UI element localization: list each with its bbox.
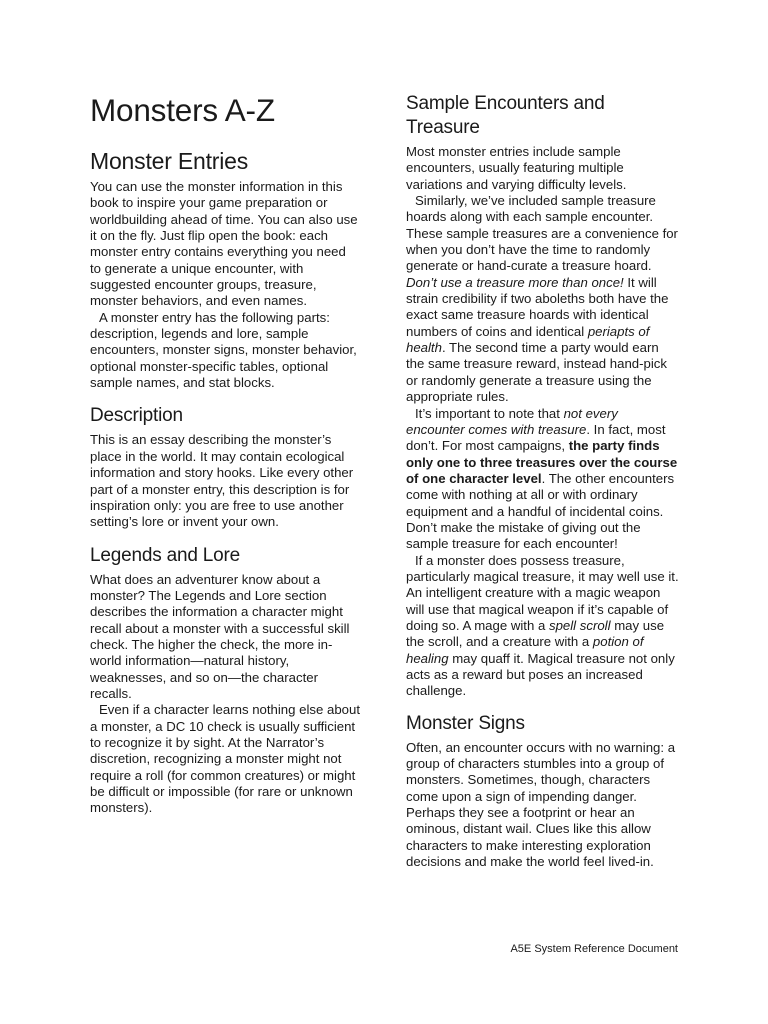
section-heading-legends-and-lore: Legends and Lore [90,544,240,566]
paragraph: A monster entry has the following parts: description, legends and lore, sample encounters, monster signs, monster behavior, optional monster-specific tables, optional sample names, and stat blocks. [90,309,357,391]
left-column [90,92,360,817]
section-heading-description: Description [90,405,183,427]
page-title: Monsters A-Z [90,92,275,128]
paragraph: Even if a character learns nothing else about a monster, a DC 10 check is usually sufficient to recognize it by sight. At the Narrator’s discretion, recognizing a monster might not require a roll (for common creatures) or might be difficult or impossible (for rare or unknown monsters). [90,702,360,816]
emphasis: Don’t use a treasure more than once! [406,274,624,290]
bold-emphasis: the party finds only one to three treasures over the course of one character level [406,438,678,486]
section-heading-sample-encounters: Sample Encounters and Treasure [406,93,605,138]
paragraph: Most monster entries include sample encounters, usually featuring multiple variations and varying difficulty levels. [406,144,627,192]
page-footer: A5E System Reference Document [510,943,678,955]
section-description [90,404,360,530]
section-legends-and-lore [90,544,360,817]
paragraph: Similarly, we’ve included sample treasure hoards along with each sample encounter. These sample treasures are a convenience for when you don’t have the time to randomly generate or hand-curate a treasure hoard. Don’t use a treasure more than once! It will strain credibility if two aboleths both have the exact same treasure hoards with identical numbers of coins and identical periapts of health. The second time a party would earn the same treasure reward, instead hand-pick or randomly generate a treasure using the appropriate rules. [406,193,678,405]
emphasis: not every encounter comes with treasure [406,405,618,437]
item-name: potion of healing [406,634,644,666]
paragraph: This is an essay describing the monster’s place in the world. It may contain ecological information and story hooks. Like every other part of a monster entry, this description is for inspiration only: you are free to use another setting’s lore or invent your own. [90,432,354,530]
section-heading-monster-signs: Monster Signs [406,712,525,734]
section-monster-signs [406,712,680,871]
item-name: periapts of health [406,323,650,356]
section-monster-entries [90,148,360,391]
paragraph: Often, an encounter occurs with no warning: a group of characters stumbles into a group of monsters. Sometimes, though, characters come upon a sign of impending danger. Perhaps they see a footprint or hear an ominous, distant wail. Clues like this allow characters to make interesting exploration decisions and make the world feel lived-in. [406,739,676,870]
right-column [406,92,680,870]
paragraph: You can use the monster information in this book to inspire your game preparation or worldbuilding ahead of time. You can also use it on the fly. Just flip open the book: each monster entry contains everything you need to generate a unique encounter, with suggested encounter groups, treasure, monster behaviors, and even names. [90,179,358,309]
paragraph: It’s important to note that not every encounter comes with treasure. In fact, most don’t. For most campaigns, the party finds only one to three treasures over the course of one character level. The other encounters come with nothing at all or with ordinary equipment and a handful of incidental coins. Don’t make the mistake of giving out the sample treasure for each encounter! [406,405,678,552]
paragraph: If a monster does possess treasure, particularly magical treasure, it may well use it. An intelligent creature with a magic weapon will use that magical weapon if it’s capable of doing so. A mage with a spell scroll may use the scroll, and a creature with a potion of healing may quaff it. Magical treasure not only acts as a reward but poses an increased challenge. [406,552,679,699]
item-name: spell scroll [548,617,611,633]
section-sample-encounters [406,92,680,700]
paragraph: What does an adventurer know about a monster? The Legends and Lore section describes the information a character might recall about a monster with a successful skill check. The higher the check, the more in-world information—natural history, weaknesses, and so on—the character recalls. [90,571,350,701]
section-heading-monster-entries: Monster Entries [90,148,249,174]
